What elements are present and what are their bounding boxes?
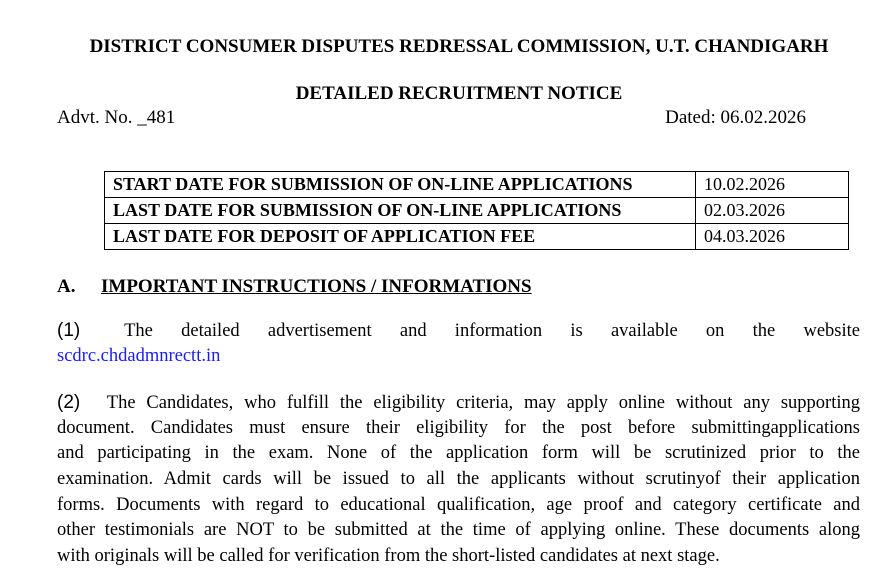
date-label: START DATE FOR SUBMISSION OF ON-LINE APPLICATIONS <box>105 172 696 198</box>
instruction-line: forms. Documents with regard to educational qualification, age proof and category certificate and <box>57 494 860 515</box>
advt-number: Advt. No. _481 <box>57 107 176 128</box>
notice-date: Dated: 06.02.2026 <box>665 107 806 128</box>
section-a-heading <box>57 276 532 298</box>
instruction-line: The Candidates, who fulfill the eligibility criteria, may apply online without any supporting <box>106 393 860 413</box>
instruction-line: other testimonials are NOT to be submitted at the time of applying online. These documents along <box>57 520 860 541</box>
date-value: 10.02.2026 <box>696 172 849 198</box>
table-row <box>105 198 849 224</box>
instruction-1 <box>57 318 860 369</box>
item-number: (1) <box>57 320 81 341</box>
instruction-line: with originals will be called for verification from the short-listed candidates at next stage. <box>57 546 720 567</box>
instruction-text: The detailed advertisement and information is available on the website <box>124 321 860 341</box>
instruction-line: and participating in the exam. None of the application form will be scrutinized prior to the <box>57 443 860 464</box>
item-number: (2) <box>57 392 81 413</box>
date-value: 02.03.2026 <box>696 198 849 224</box>
section-title: IMPORTANT INSTRUCTIONS / INFORMATIONS <box>101 276 532 297</box>
table-row <box>105 172 849 198</box>
instruction-2 <box>57 390 860 570</box>
instruction-line: examination. Admit cards will be issued to all the applicants without scrutinyof their application <box>57 469 860 490</box>
instruction-line: document. Candidates must ensure their eligibility for the post before submittingapplications <box>57 417 860 438</box>
date-label: LAST DATE FOR SUBMISSION OF ON-LINE APPLICATIONS <box>105 198 696 224</box>
notice-title: DETAILED RECRUITMENT NOTICE <box>295 83 623 104</box>
date-value: 04.03.2026 <box>696 224 849 250</box>
website-link[interactable]: scdrc.chdadmnrectt.in <box>57 345 221 366</box>
date-label: LAST DATE FOR DEPOSIT OF APPLICATION FEE <box>105 224 696 250</box>
commission-title: DISTRICT CONSUMER DISPUTES REDRESSAL COMMISSION, U.T. CHANDIGARH <box>89 36 829 57</box>
important-dates-table <box>104 171 849 250</box>
section-letter: A. <box>57 276 76 297</box>
table-row <box>105 224 849 250</box>
